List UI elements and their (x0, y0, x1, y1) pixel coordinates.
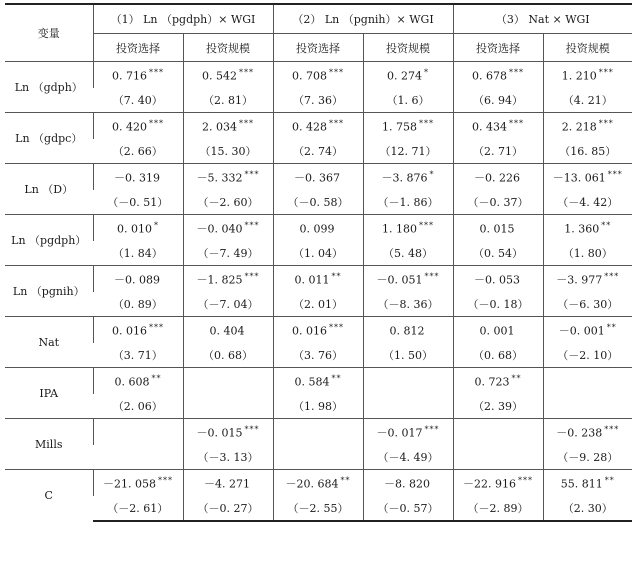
significance-stars: ** (331, 373, 342, 383)
row-label: Ln （gdph） (5, 62, 93, 113)
t-stat-cell: （0. 68） (453, 343, 543, 368)
coef-cell (453, 62, 543, 89)
significance-stars: *** (149, 67, 164, 77)
t-stat-cell: （－1. 86） (363, 190, 453, 215)
significance-stars: *** (424, 424, 440, 434)
significance-stars: *** (607, 169, 623, 179)
coef-value: 55. 811 (560, 477, 603, 491)
table-row-tstat (5, 292, 632, 317)
coef-value: －3. 876 (381, 171, 428, 185)
row-label: Nat (5, 317, 93, 368)
coef-cell (363, 215, 453, 242)
coef-value: －4. 271 (204, 477, 250, 491)
coef-value: 0. 542 (202, 69, 237, 83)
t-stat-cell (453, 445, 543, 470)
significance-stars: *** (424, 271, 440, 281)
significance-stars: ** (601, 220, 612, 230)
coef-value: 1. 210 (561, 69, 597, 83)
t-stat-cell: （－7. 04） (183, 292, 273, 317)
coef-value: －0. 053 (474, 273, 521, 287)
table-row-coef (5, 368, 632, 395)
table-row-tstat (5, 241, 632, 266)
table-row-coef (5, 266, 632, 293)
coef-value: 1. 180 (382, 222, 418, 236)
t-stat-cell: （2. 74） (273, 139, 363, 164)
t-stat-cell: （2. 66） (112, 144, 163, 158)
t-stat-cell: （1. 50） (363, 343, 453, 368)
row-label: Ln （pgnih） (5, 266, 93, 317)
significance-stars: *** (329, 118, 345, 128)
subcolumn-header: 投资选择 (93, 34, 183, 62)
t-stat-cell: （1. 98） (273, 394, 363, 419)
significance-stars: ** (606, 322, 617, 332)
table-row-tstat (5, 496, 632, 521)
table-body (5, 62, 632, 522)
t-stat-cell: （－4. 42） (543, 190, 632, 215)
t-stat-cell: （2. 71） (453, 139, 543, 164)
significance-stars: ** (604, 475, 615, 485)
t-stat-cell: （－0. 57） (363, 496, 453, 521)
coef-cell (93, 215, 183, 242)
coef-cell (543, 164, 632, 191)
t-stat-cell: （－4. 49） (363, 445, 453, 470)
t-stat-cell: （1. 80） (543, 241, 632, 266)
t-stat-cell: （－2. 60） (183, 190, 273, 215)
significance-stars: ** (511, 373, 522, 383)
coef-cell (543, 470, 632, 497)
coef-value: 0. 274 (387, 69, 423, 83)
coef-cell (453, 215, 543, 242)
coef-cell (93, 317, 183, 344)
coef-value: 0. 716 (112, 69, 147, 83)
coef-cell (93, 113, 183, 140)
coef-cell (363, 317, 453, 344)
significance-stars: ** (340, 475, 351, 485)
coef-value: 0. 584 (294, 375, 330, 389)
significance-stars: *** (329, 322, 345, 332)
coef-value: －0. 040 (196, 222, 243, 236)
coef-cell (183, 317, 273, 344)
table-row-coef (5, 317, 632, 344)
table-row-coef (5, 113, 632, 140)
significance-stars: *** (149, 118, 164, 128)
significance-stars: *** (329, 67, 345, 77)
coef-cell (453, 113, 543, 140)
t-stat-cell: （0. 54） (453, 241, 543, 266)
coef-cell (183, 419, 273, 446)
coef-cell (453, 419, 543, 446)
t-stat-cell: （－8. 36） (363, 292, 453, 317)
coef-cell (93, 368, 183, 395)
coef-cell (363, 266, 453, 293)
regression-table (5, 3, 632, 522)
coef-value: 0. 010 (117, 222, 152, 236)
table-row-tstat (5, 139, 632, 164)
coef-cell (543, 62, 632, 89)
t-stat-cell (273, 445, 363, 470)
coef-cell (273, 164, 363, 191)
t-stat-cell: （6. 94） (453, 88, 543, 113)
significance-stars: *** (158, 475, 173, 485)
coef-cell (273, 470, 363, 497)
coef-value: 0. 099 (299, 222, 335, 236)
coef-value: 0. 420 (112, 120, 147, 134)
subcolumn-header: 投资规模 (543, 34, 632, 62)
coef-value: －0. 226 (474, 171, 521, 185)
coef-cell (363, 368, 453, 395)
table-row-tstat (5, 445, 632, 470)
t-stat-cell (183, 394, 273, 419)
t-stat-cell: （－2. 61） (93, 496, 183, 521)
coef-cell (273, 215, 363, 242)
coef-value: －22. 916 (463, 477, 517, 491)
coef-cell (273, 62, 363, 89)
t-stat-cell: （－0. 18） (453, 292, 543, 317)
subcolumn-header: 投资规模 (363, 34, 453, 62)
coef-cell (183, 113, 273, 140)
header-row-groups (5, 4, 632, 34)
coef-cell (543, 368, 632, 395)
subcolumn-header: 投资选择 (453, 34, 543, 62)
significance-stars: *** (244, 424, 260, 434)
t-stat-cell: （－3. 13） (183, 445, 273, 470)
table-row-coef (5, 470, 632, 497)
coef-value: 1. 758 (382, 120, 418, 134)
coef-value: －0. 089 (114, 273, 160, 287)
t-stat-cell: （1. 04） (273, 241, 363, 266)
subcolumn-header: 投资选择 (273, 34, 363, 62)
coef-value: －3. 977 (556, 273, 603, 287)
table-row-coef (5, 62, 632, 89)
coef-value: 2. 218 (561, 120, 597, 134)
significance-stars: *** (604, 271, 620, 281)
coef-cell (273, 317, 363, 344)
coef-value: 0. 016 (292, 324, 328, 338)
significance-stars: *** (149, 322, 164, 332)
t-stat-cell: （－0. 37） (453, 190, 543, 215)
table-row-tstat (5, 343, 632, 368)
significance-stars: ** (151, 373, 162, 383)
coef-value: －13. 061 (552, 171, 606, 185)
significance-stars: *** (244, 220, 260, 230)
coef-cell (273, 266, 363, 293)
table-row-coef (5, 215, 632, 242)
coef-cell (453, 266, 543, 293)
coef-cell (543, 113, 632, 140)
coef-value: －0. 051 (376, 273, 423, 287)
coef-cell (183, 164, 273, 191)
coef-cell (543, 215, 632, 242)
coef-value: 0. 434 (472, 120, 508, 134)
coef-cell (93, 266, 183, 293)
row-label: Ln （gdpc） (5, 113, 93, 164)
coef-cell (453, 317, 543, 344)
t-stat-cell: （2. 06） (112, 399, 163, 413)
coef-cell (183, 215, 273, 242)
t-stat-cell: （3. 71） (112, 348, 163, 362)
coef-value: 0. 812 (389, 324, 425, 338)
group-header-2: （2） Ln （pgnih）× WGI (273, 4, 453, 34)
significance-stars: *** (518, 475, 534, 485)
t-stat-cell: （2. 01） (273, 292, 363, 317)
coef-value: －0. 015 (196, 426, 243, 440)
significance-stars: *** (604, 424, 620, 434)
t-stat-cell (93, 445, 183, 470)
coef-value: 0. 723 (474, 375, 510, 389)
significance-stars: *** (239, 118, 254, 128)
t-stat-cell: （15. 30） (183, 139, 273, 164)
coef-cell (363, 164, 453, 191)
t-stat-cell: （－0. 27） (183, 496, 273, 521)
row-label: Ln （D） (5, 164, 93, 215)
significance-stars: * (429, 169, 435, 179)
group-header-3: （3） Nat × WGI (453, 4, 632, 34)
significance-stars: *** (244, 169, 260, 179)
t-stat-cell: （－2. 55） (273, 496, 363, 521)
significance-stars: *** (419, 220, 435, 230)
row-label: Ln （pgdph） (5, 215, 93, 266)
row-label: C (5, 470, 93, 522)
coef-value: 0. 608 (114, 375, 150, 389)
t-stat-cell: （0. 89） (112, 297, 163, 311)
coef-value: －20. 684 (285, 477, 339, 491)
t-stat-cell: （－2. 10） (543, 343, 632, 368)
significance-stars: *** (509, 67, 525, 77)
coef-cell (363, 470, 453, 497)
coef-value: －5. 332 (196, 171, 243, 185)
coef-cell (183, 62, 273, 89)
significance-stars: *** (598, 118, 614, 128)
coef-cell (273, 368, 363, 395)
coef-value: 0. 015 (479, 222, 515, 236)
coef-cell (543, 317, 632, 344)
t-stat-cell: （1. 6） (363, 88, 453, 113)
significance-stars: * (424, 67, 430, 77)
row-label: Mills (5, 419, 93, 470)
coef-value: 0. 001 (479, 324, 515, 338)
t-stat-cell: （－9. 28） (543, 445, 632, 470)
table-row-coef (5, 419, 632, 446)
table-row-coef (5, 164, 632, 191)
coef-cell (183, 470, 273, 497)
coef-cell (453, 470, 543, 497)
t-stat-cell: （4. 21） (543, 88, 632, 113)
coef-value: 0. 011 (294, 273, 330, 287)
t-stat-cell: （16. 85） (543, 139, 632, 164)
row-label: IPA (5, 368, 93, 419)
coef-value: 1. 360 (564, 222, 600, 236)
t-stat-cell: （－7. 49） (183, 241, 273, 266)
coef-value: －8. 820 (384, 477, 431, 491)
significance-stars: ** (331, 271, 342, 281)
subcolumn-header: 投资规模 (183, 34, 273, 62)
significance-stars: *** (598, 67, 614, 77)
coef-value: －0. 367 (294, 171, 341, 185)
coef-cell (363, 62, 453, 89)
coef-cell (543, 419, 632, 446)
coef-cell (453, 164, 543, 191)
significance-stars: *** (419, 118, 435, 128)
t-stat-cell: （2. 39） (453, 394, 543, 419)
t-stat-cell: （7. 40） (112, 93, 163, 107)
t-stat-cell: （0. 68） (183, 343, 273, 368)
coef-cell (453, 368, 543, 395)
coef-cell (273, 113, 363, 140)
t-stat-cell: （1. 84） (112, 246, 163, 260)
table-row-tstat (5, 88, 632, 113)
group-header-1: （1） Ln （pgdph）× WGI (93, 4, 273, 34)
coef-cell (183, 368, 273, 395)
coef-value: 2. 034 (202, 120, 237, 134)
coef-cell (183, 266, 273, 293)
table-row-tstat (5, 394, 632, 419)
coef-value: －21. 058 (103, 477, 156, 491)
significance-stars: *** (239, 67, 254, 77)
t-stat-cell: （－2. 89） (453, 496, 543, 521)
t-stat-cell: （2. 81） (183, 88, 273, 113)
t-stat-cell: （－6. 30） (543, 292, 632, 317)
t-stat-cell (363, 394, 453, 419)
coef-value: －0. 319 (114, 171, 160, 185)
coef-value: －0. 017 (376, 426, 423, 440)
coef-cell (543, 266, 632, 293)
t-stat-cell: （12. 71） (363, 139, 453, 164)
coef-cell (273, 419, 363, 446)
coef-cell (363, 419, 453, 446)
coef-cell (93, 419, 183, 446)
coef-value: 0. 678 (472, 69, 508, 83)
t-stat-cell (543, 394, 632, 419)
coef-value: 0. 404 (209, 324, 245, 338)
t-stat-cell: （－0. 58） (273, 190, 363, 215)
coef-value: －1. 825 (196, 273, 243, 287)
t-stat-cell: （－0. 51） (107, 195, 169, 209)
coef-cell (93, 164, 183, 191)
coef-value: －0. 238 (556, 426, 603, 440)
coef-value: 0. 708 (292, 69, 328, 83)
coef-cell (93, 62, 183, 89)
coef-cell (363, 113, 453, 140)
header-row-subcolumns (5, 34, 632, 62)
table-row-tstat (5, 190, 632, 215)
t-stat-cell: （3. 76） (273, 343, 363, 368)
coef-value: －0. 001 (558, 324, 605, 338)
variable-header: 变量 (5, 4, 93, 62)
coef-cell (93, 470, 183, 497)
significance-stars: *** (509, 118, 525, 128)
coef-value: 0. 016 (112, 324, 147, 338)
t-stat-cell: （5. 48） (363, 241, 453, 266)
significance-stars: * (154, 220, 159, 230)
significance-stars: *** (244, 271, 260, 281)
t-stat-cell: （7. 36） (273, 88, 363, 113)
coef-value: 0. 428 (292, 120, 328, 134)
t-stat-cell: （2. 30） (543, 496, 632, 521)
